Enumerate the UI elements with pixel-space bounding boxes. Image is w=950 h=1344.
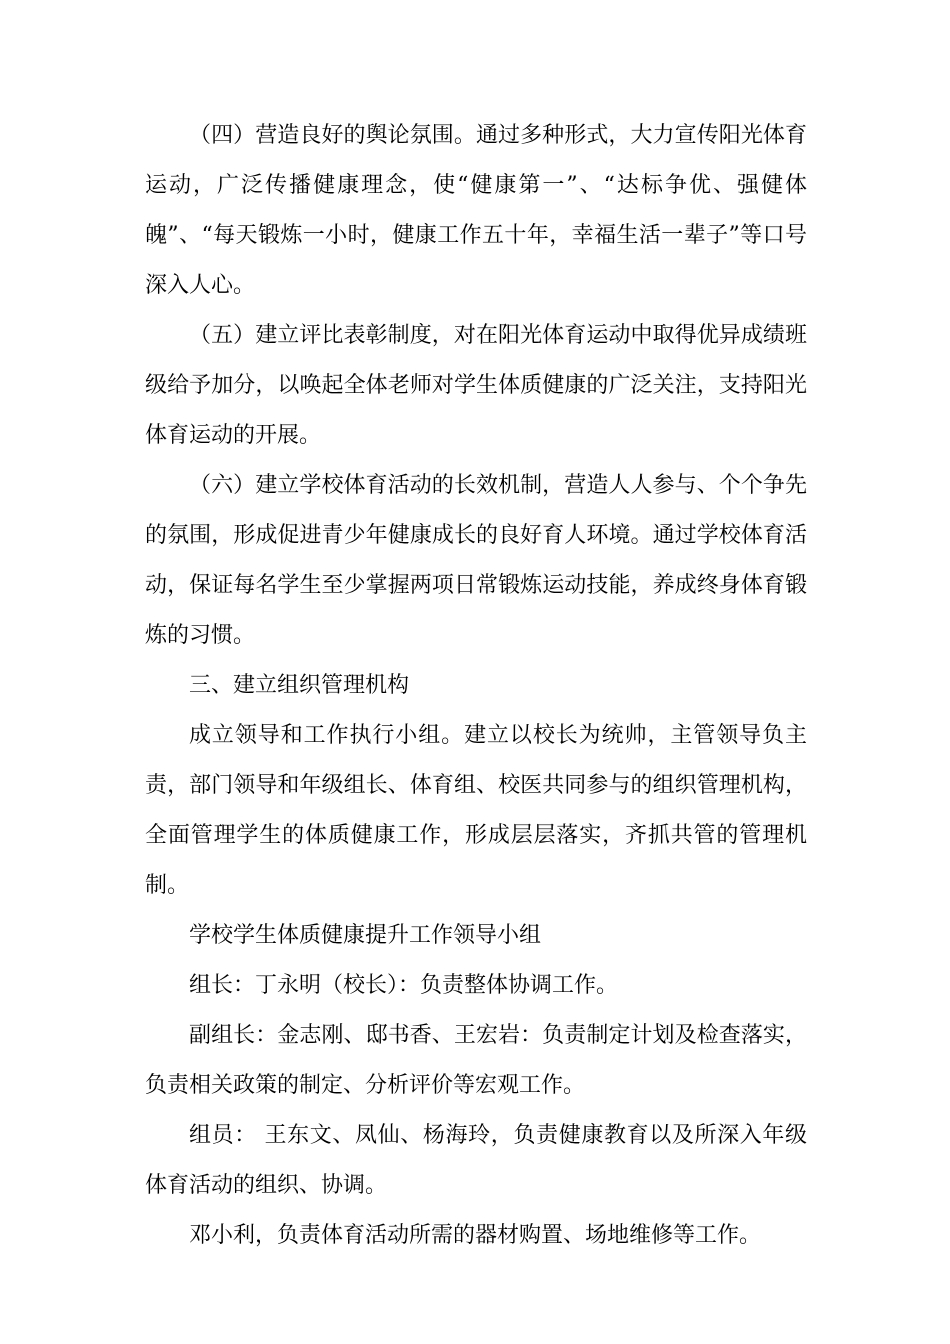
paragraph-section-6: （六）建立学校体育活动的长效机制，营造人人参与、个个争先的氛围，形成促进青少年健康成长的良好育人环境。通过学校体育活动，保证每名学生至少掌握两项日常锻炼运动技能，养成终身体育锻炼的习惯。 — [145, 473, 807, 648]
deputy-leader-line: 副组长：金志刚、邸书香、王宏岩：负责制定计划及检查落实，负责相关政策的制定、分析评价等宏观工作。 — [145, 1023, 807, 1098]
section-heading-3: 三、建立组织管理机构 — [189, 673, 410, 698]
document-body — [145, 111, 807, 1261]
equipment-line: 邓小利，负责体育活动所需的器材购置、场地维修等工作。 — [189, 1223, 762, 1248]
members-line: 组员： 王东文、凤仙、杨海玲，负责健康教育以及所深入年级体育活动的组织、协调。 — [145, 1123, 807, 1198]
paragraph-section-4: （四）营造良好的舆论氛围。通过多种形式，大力宣传阳光体育运动，广泛传播健康理念，使“健康第一”、“达标争优、强健体魄”、“每天锻炼一小时，健康工作五十年，幸福生活一辈子”等口号深入人心。 — [145, 123, 807, 298]
paragraph-organization: 成立领导和工作执行小组。建立以校长为统帅，主管领导负主责，部门领导和年级组长、体育组、校医共同参与的组织管理机构，全面管理学生的体质健康工作，形成层层落实，齐抓共管的管理机制。 — [145, 723, 807, 898]
group-leader-line: 组长：丁永明（校长）：负责整体协调工作。 — [189, 973, 619, 998]
group-title: 学校学生体质健康提升工作领导小组 — [189, 923, 542, 948]
paragraph-section-5: （五）建立评比表彰制度，对在阳光体育运动中取得优异成绩班级给予加分，以唤起全体老师对学生体质健康的广泛关注，支持阳光体育运动的开展。 — [145, 323, 807, 448]
